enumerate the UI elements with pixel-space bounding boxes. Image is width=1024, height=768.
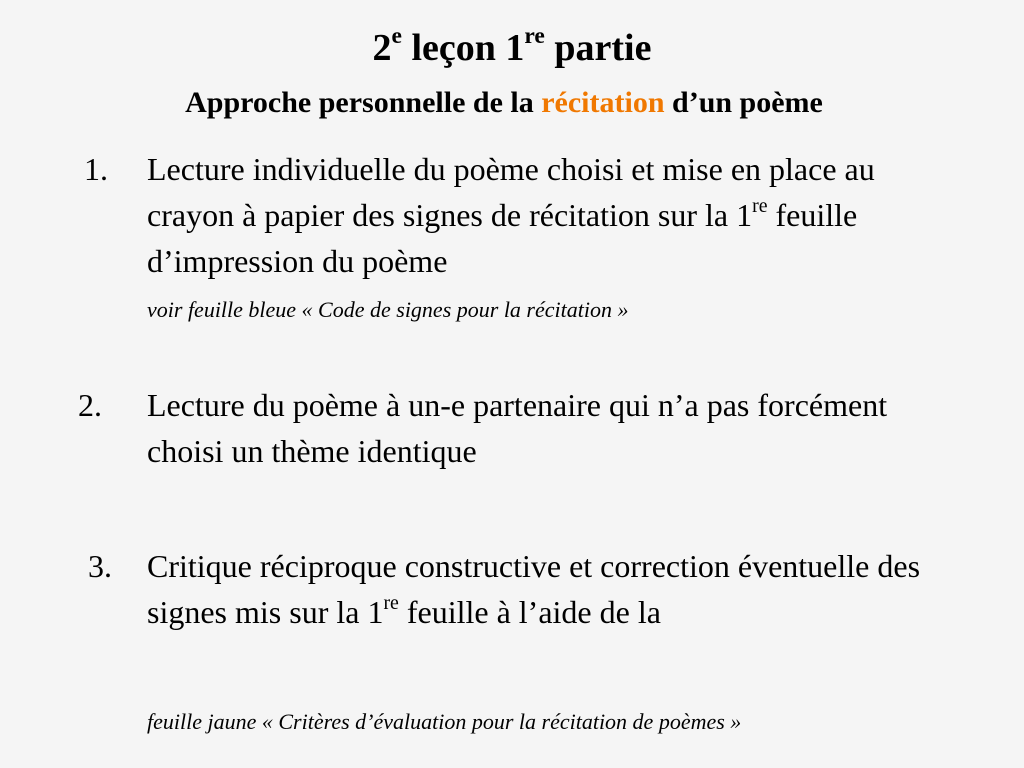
list-item-text-part: feuille à l’aide de la bbox=[398, 594, 661, 630]
title-superscript-re: re bbox=[524, 23, 545, 50]
list-item-text-part: feuille d’impression du poème bbox=[147, 197, 858, 279]
title-part: partie bbox=[544, 27, 652, 69]
subtitle-lead: Approche personnelle de la bbox=[185, 86, 542, 119]
list-item-text bbox=[147, 146, 947, 284]
title-number: 2 bbox=[372, 27, 392, 69]
list-item-reference: voir feuille bleue « Code de signes pour la récitation » bbox=[147, 297, 629, 322]
superscript-re: re bbox=[383, 591, 399, 614]
title-lesson: leçon 1 bbox=[401, 27, 525, 69]
list-item-reference: feuille jaune « Critères d’évaluation pour la récitation de poèmes » bbox=[147, 709, 742, 734]
list-item-text bbox=[147, 543, 947, 635]
slide-title bbox=[0, 24, 1024, 72]
list-item-text-part: Critique réciproque constructive et correction éventuelle des signes mis sur la 1 bbox=[147, 548, 921, 630]
list-item-number: 3. bbox=[88, 548, 112, 584]
list-item-number: 1. bbox=[84, 151, 108, 187]
title-superscript-e: e bbox=[391, 23, 402, 50]
subtitle-tail: d’un poème bbox=[664, 86, 823, 119]
list-item-text-part: Lecture individuelle du poème choisi et mise en place au crayon à papier des signes de récitation sur la 1 bbox=[147, 151, 875, 233]
slide-subtitle bbox=[0, 82, 1008, 124]
superscript-re: re bbox=[752, 194, 768, 217]
list-item-text: Lecture du poème à un-e partenaire qui n’a pas forcément choisi un thème identique bbox=[147, 387, 888, 469]
subtitle-accent-word: récitation bbox=[541, 86, 665, 119]
list-item-number: 2. bbox=[78, 387, 102, 423]
